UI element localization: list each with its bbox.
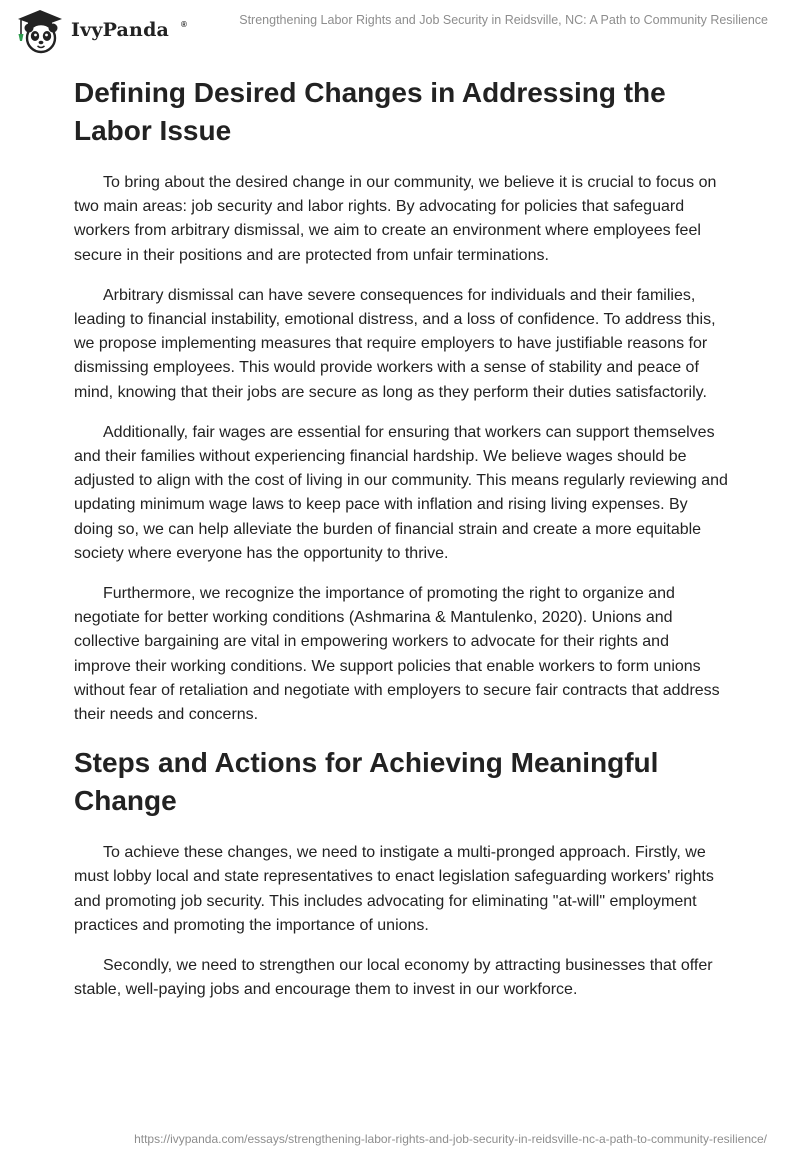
ivypanda-logo[interactable] bbox=[15, 8, 205, 52]
paragraph: Secondly, we need to strengthen our local economy by attracting businesses that offer stable, well-paying jobs and encourage them to invest in our workforce. bbox=[74, 957, 713, 999]
document-title: Strengthening Labor Rights and Job Security in Reidsville, NC: A Path to Community Resilience bbox=[239, 13, 768, 27]
registered-mark: ® bbox=[181, 20, 187, 29]
paragraph: To bring about the desired change in our community, we believe it is crucial to focus on two main areas: job security and labor rights. By advocating for policies that safeguard workers from arbitrary dismissal, we aim to create an environment where employees feel secure in their positions and are protected from unfair terminations. bbox=[74, 174, 717, 264]
paragraph: To achieve these changes, we need to instigate a multi-pronged approach. Firstly, we must lobby local and state representatives to enact legislation safeguarding workers' rights and promoting job security. This includes advocating for eliminating "at-will" employment practices and promoting the importance of unions. bbox=[74, 844, 714, 934]
paragraph: Arbitrary dismissal can have severe consequences for individuals and their families, leading to financial instability, emotional distress, and a loss of confidence. To address this, we propose implementing measures that require employers to have justifiable reasons for dismissing employees. This would provide workers with a sense of stability and peace of mind, knowing that their jobs are secure as long as they perform their duties satisfactorily. bbox=[74, 286, 716, 401]
section-heading-steps-actions: Steps and Actions for Achieving Meaningful Change bbox=[74, 747, 659, 817]
footer-source-url[interactable]: https://ivypanda.com/essays/strengthening-labor-rights-and-job-security-in-reidsville-nc-a-path-to-community-resilience/ bbox=[134, 1132, 767, 1146]
panda-graduation-cap-icon bbox=[15, 8, 65, 54]
page-header bbox=[0, 0, 800, 56]
paragraph: Furthermore, we recognize the importance of promoting the right to organize and negotiate for better working conditions (Ashmarina & Mantulenko, 2020). Unions and collective bargaining are vital in empowering workers to advocate for their rights and improve their working conditions. We support policies that enable workers to form unions without fear of retaliation and negotiate with employers to secure fair contracts that address their needs and concerns. bbox=[74, 585, 720, 724]
paragraph: Additionally, fair wages are essential for ensuring that workers can support themselves and their families without experiencing financial hardship. We believe wages should be adjusted to align with the cost of living in our community. This means regularly reviewing and updating minimum wage laws to keep pace with inflation and rising living expenses. By doing so, we can help alleviate the burden of financial strain and create a more equitable society where everyone has the opportunity to thrive. bbox=[74, 423, 728, 562]
logo-wordmark: IvyPanda bbox=[71, 19, 170, 41]
essay-content bbox=[74, 74, 728, 1018]
section-heading-desired-changes: Defining Desired Changes in Addressing the Labor Issue bbox=[74, 77, 666, 146]
